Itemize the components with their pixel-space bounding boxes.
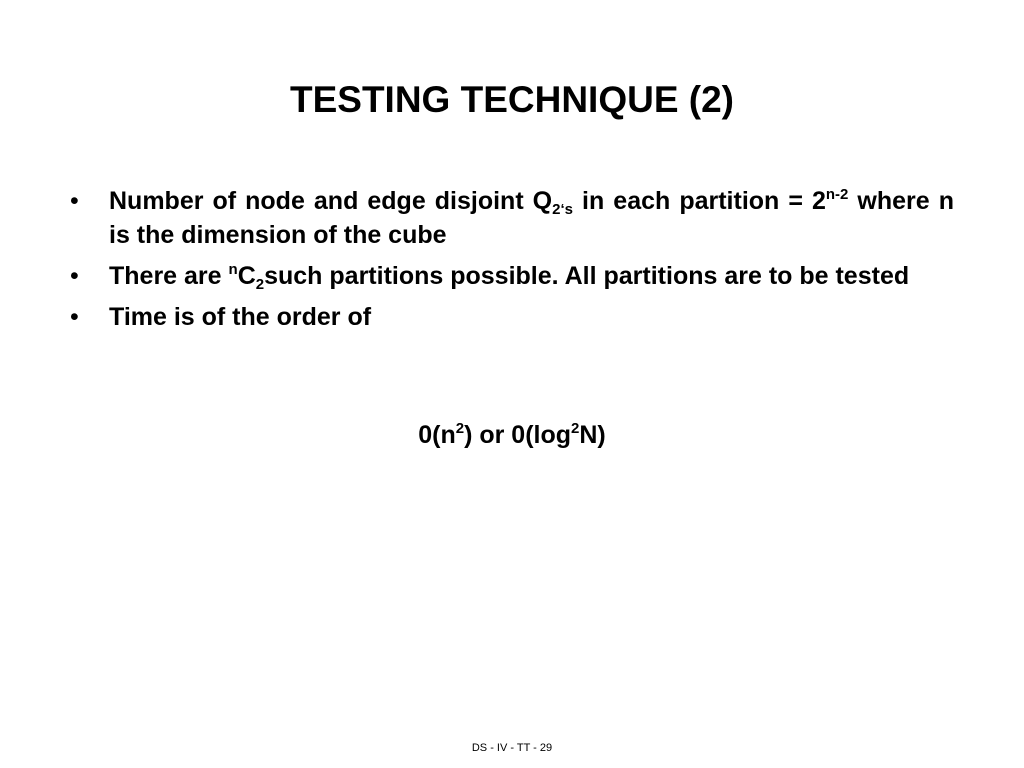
superscript-text: n	[228, 261, 238, 279]
text-run: Time is of the order of	[109, 303, 372, 331]
subscript-text: 2‘s	[552, 201, 573, 219]
bullet-marker: •	[70, 303, 79, 331]
superscript-text: 2	[455, 420, 465, 438]
text-run: C	[237, 262, 256, 290]
bullet-text	[109, 184, 954, 252]
text-run: 0(n	[418, 421, 456, 449]
bullet-item	[70, 300, 954, 334]
superscript-text: 2	[571, 420, 580, 438]
text-run: such partitions possible. All partitions are to be tested	[264, 262, 910, 290]
text-run: Number of node and edge disjoint Q	[109, 187, 553, 215]
text-run: N)	[579, 421, 606, 449]
bullet-text	[109, 300, 954, 334]
slide-title: TESTING TECHNIQUE (2)	[289, 79, 735, 120]
bullet-item	[70, 259, 954, 293]
text-run: ) or 0(log	[464, 421, 572, 449]
bullet-item	[70, 184, 954, 252]
bullet-list	[70, 184, 954, 341]
bullet-marker: •	[70, 187, 79, 215]
complexity-formula	[0, 418, 1024, 452]
superscript-text: n-2	[825, 186, 849, 204]
text-run: There are	[109, 262, 229, 290]
subscript-text: 2	[255, 276, 265, 294]
bullet-marker: •	[70, 262, 79, 290]
text-run: where n is the dimension of the cube	[109, 187, 954, 249]
slide-footer: DS - IV - TT - 29	[471, 742, 553, 754]
bullet-text	[109, 259, 954, 293]
text-run: in each partition = 2	[573, 187, 826, 215]
